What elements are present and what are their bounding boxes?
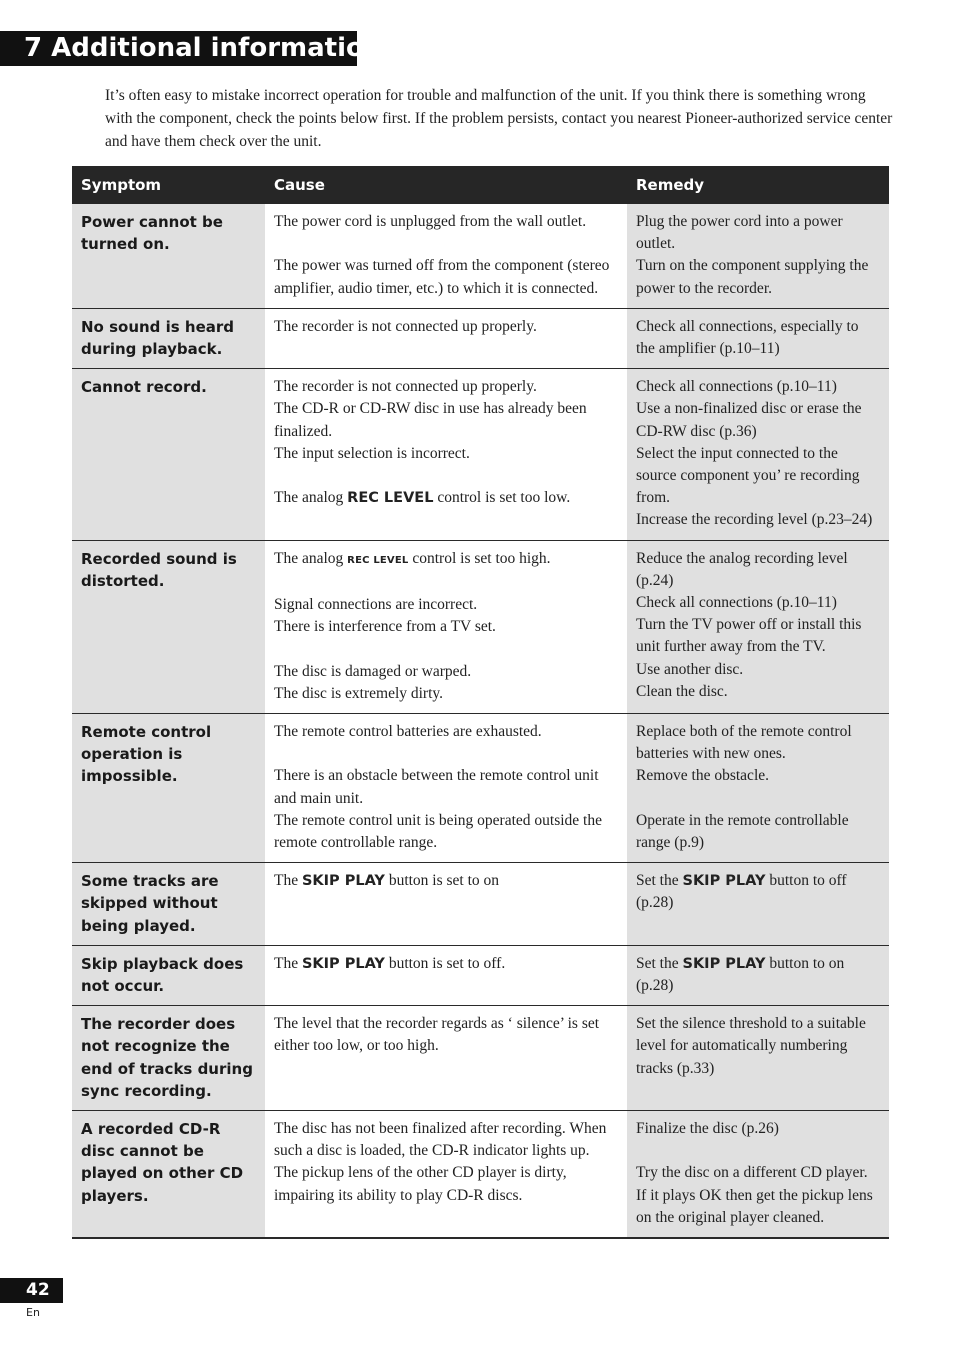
text-segment: The analog bbox=[274, 549, 348, 567]
cause-cell bbox=[265, 308, 627, 368]
symptom-cell: Recorded sound is distorted. bbox=[72, 540, 265, 713]
text-segment: Set the bbox=[636, 954, 683, 972]
cause-line: The power was turned off from the component (stereo amplifier, audio timer, etc.) to which it is connected. bbox=[274, 257, 610, 297]
remedy-line: Check all connections, especially to the amplifier (p.10–11) bbox=[636, 317, 859, 358]
symptom-cell: No sound is heard during playback. bbox=[72, 308, 265, 368]
cause-line: The recorder is not connected up properly. bbox=[274, 378, 537, 396]
table-header-row bbox=[72, 166, 889, 204]
remedy-line: Select the input connected to the source component you’ re recording from. bbox=[636, 444, 860, 507]
remedy-cell bbox=[627, 714, 889, 863]
control-keyword: REC LEVEL bbox=[347, 554, 409, 566]
cause-cell bbox=[265, 1111, 627, 1239]
symptom-cell: Some tracks are skipped without being played. bbox=[72, 863, 265, 946]
cause-line bbox=[274, 638, 619, 660]
troubleshooting-table bbox=[72, 166, 889, 1239]
remedy-cell bbox=[627, 204, 889, 308]
cause-cell bbox=[265, 369, 627, 540]
remedy-line: Finalize the disc (p.26) bbox=[636, 1120, 779, 1138]
control-keyword: REC LEVEL bbox=[347, 490, 434, 507]
cause-line: The level that the recorder regards as ‘ silence’ is set either too low, or too high. bbox=[274, 1015, 600, 1055]
table-row bbox=[72, 540, 889, 713]
cause-line bbox=[274, 572, 619, 594]
table-row bbox=[72, 1111, 889, 1239]
control-keyword: SKIP PLAY bbox=[301, 955, 385, 972]
remedy-line: Set the silence threshold to a suitable level for automatically numbering tracks (p.33) bbox=[636, 1015, 866, 1077]
remedy-cell bbox=[627, 540, 889, 713]
remedy-cell bbox=[627, 369, 889, 540]
cause-line bbox=[274, 743, 619, 765]
cause-line: There is interference from a TV set. bbox=[274, 618, 496, 636]
text-segment: button to on (p.28) bbox=[636, 954, 845, 995]
cause-line bbox=[274, 465, 619, 487]
cause-line bbox=[274, 548, 619, 572]
cause-line: The input selection is incorrect. bbox=[274, 444, 470, 462]
table-row bbox=[72, 204, 889, 308]
remedy-line: Check all connections (p.10–11) bbox=[636, 594, 837, 612]
cause-line: The remote control unit is being operated outside the remote controllable range. bbox=[274, 811, 602, 852]
table-row bbox=[72, 863, 889, 946]
cause-line: Signal connections are incorrect. bbox=[274, 596, 478, 614]
cause-cell bbox=[265, 945, 627, 1005]
cause-line: The power cord is unplugged from the wall outlet. bbox=[274, 213, 587, 230]
remedy-line: Turn the TV power off or install this unit further away from the TV. bbox=[636, 616, 862, 656]
cause-line bbox=[274, 487, 619, 509]
control-keyword: SKIP PLAY bbox=[301, 873, 385, 890]
symptom-cell: Cannot record. bbox=[72, 369, 265, 540]
remedy-line: Check all connections (p.10–11) bbox=[636, 378, 837, 396]
table-row bbox=[72, 945, 889, 1005]
cause-line bbox=[274, 953, 619, 975]
remedy-line: Use a non-finalized disc or erase the CD-RW disc (p.36) bbox=[636, 400, 862, 440]
symptom-cell: Skip playback does not occur. bbox=[72, 945, 265, 1005]
cause-cell bbox=[265, 1006, 627, 1111]
table-body bbox=[72, 204, 889, 1238]
remedy-cell bbox=[627, 1111, 889, 1239]
remedy-line: Replace both of the remote control batteries with new ones. bbox=[636, 723, 852, 763]
remedy-line bbox=[636, 1140, 881, 1162]
header-remedy: Remedy bbox=[627, 166, 889, 204]
header-cause: Cause bbox=[265, 166, 627, 204]
text-segment: Set the bbox=[636, 872, 683, 890]
cause-line bbox=[274, 870, 619, 892]
cause-line: The pickup lens of the other CD player is dirty, impairing its ability to play CD-R discs. bbox=[274, 1164, 567, 1204]
language-code: En bbox=[26, 1306, 40, 1319]
cause-line bbox=[274, 233, 619, 255]
cause-line: The CD-R or CD-RW disc in use has already been finalized. bbox=[274, 400, 587, 440]
remedy-line: Remove the obstacle. bbox=[636, 767, 769, 785]
table-row bbox=[72, 369, 889, 540]
remedy-cell bbox=[627, 945, 889, 1005]
table-row bbox=[72, 1006, 889, 1111]
remedy-cell bbox=[627, 1006, 889, 1111]
remedy-line: Use another disc. bbox=[636, 660, 744, 678]
remedy-line: Increase the recording level (p.23–24) bbox=[636, 511, 873, 529]
remedy-line bbox=[636, 953, 881, 997]
cause-cell bbox=[265, 863, 627, 946]
remedy-line: Operate in the remote controllable range (p.9) bbox=[636, 811, 849, 852]
text-segment: button is set to on bbox=[384, 872, 500, 890]
cause-cell bbox=[265, 204, 627, 308]
text-segment: button to off (p.28) bbox=[636, 872, 847, 912]
table-row bbox=[72, 308, 889, 368]
remedy-cell bbox=[627, 863, 889, 946]
cause-cell bbox=[265, 540, 627, 713]
remedy-line: Reduce the analog recording level (p.24) bbox=[636, 549, 848, 589]
cause-line: The disc has not been finalized after recording. When such a disc is loaded, the CD-R indicator lights up. bbox=[274, 1120, 607, 1160]
symptom-cell: Remote control operation is impossible. bbox=[72, 714, 265, 863]
remedy-line: Try the disc on a different CD player. If it plays OK then get the pickup lens on the original player cleaned. bbox=[636, 1164, 873, 1226]
symptom-cell: A recorded CD-R disc cannot be played on other CD players. bbox=[72, 1111, 265, 1239]
cause-line: The disc is extremely dirty. bbox=[274, 684, 444, 702]
cause-cell bbox=[265, 714, 627, 863]
intro-paragraph: It’s often easy to mistake incorrect operation for trouble and malfunction of the unit. If you think there is something wrong with the component, check the points below first. If the problem persists, contact you nearest Pioneer-authorized service center and have them check over the unit. bbox=[105, 87, 893, 150]
cause-line: The remote control batteries are exhausted. bbox=[274, 723, 542, 741]
text-segment: control is set too low. bbox=[433, 489, 571, 507]
remedy-cell bbox=[627, 308, 889, 368]
page-number: 42 bbox=[0, 1278, 63, 1303]
remedy-line: Clean the disc. bbox=[636, 682, 728, 700]
control-keyword: SKIP PLAY bbox=[682, 873, 766, 890]
control-keyword: SKIP PLAY bbox=[682, 955, 766, 972]
remedy-line bbox=[636, 870, 881, 914]
cause-line: The disc is damaged or warped. bbox=[274, 662, 472, 680]
text-segment: The analog bbox=[274, 489, 348, 507]
text-segment: The bbox=[274, 872, 302, 890]
symptom-cell: The recorder does not recognize the end of tracks during sync recording. bbox=[72, 1006, 265, 1111]
cause-line: The recorder is not connected up properly. bbox=[274, 317, 537, 335]
remedy-line bbox=[636, 788, 881, 810]
remedy-line: Turn on the component supplying the power to the recorder. bbox=[636, 257, 869, 297]
table-row bbox=[72, 714, 889, 863]
text-segment: control is set too high. bbox=[408, 549, 551, 567]
chapter-title: 7 Additional information bbox=[0, 31, 357, 66]
text-segment: The bbox=[274, 954, 302, 972]
symptom-cell: Power cannot be turned on. bbox=[72, 204, 265, 308]
header-symptom: Symptom bbox=[72, 166, 265, 204]
cause-line: There is an obstacle between the remote control unit and main unit. bbox=[274, 767, 599, 807]
remedy-line: Plug the power cord into a power outlet. bbox=[636, 213, 843, 253]
text-segment: button is set to off. bbox=[384, 954, 506, 972]
